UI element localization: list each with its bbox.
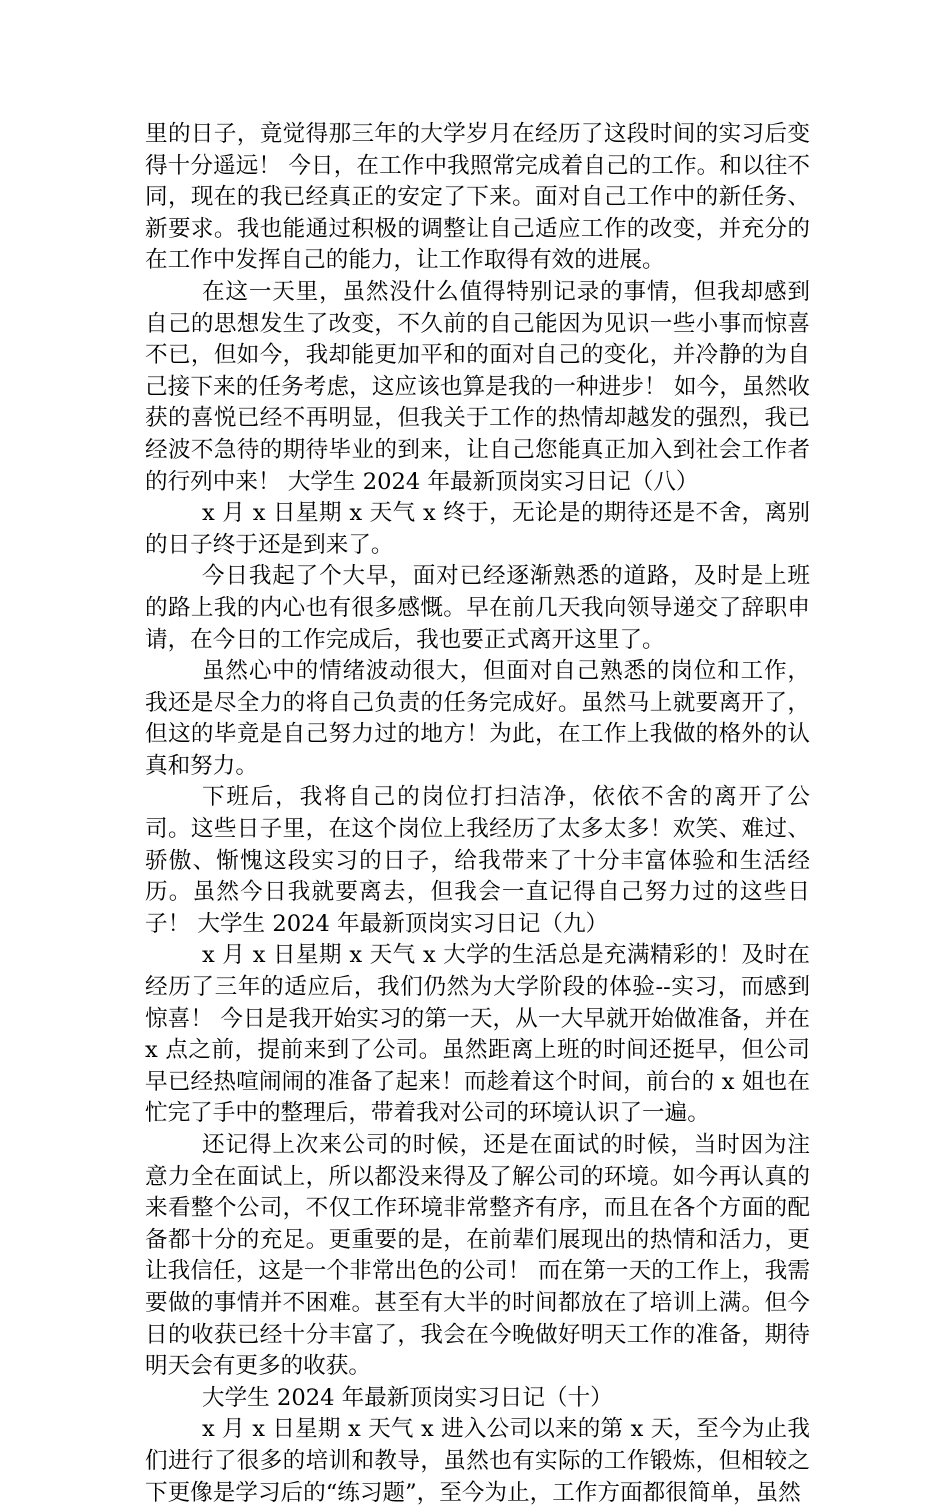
paragraph: x 月 x 日星期 x 天气 x 大学的生活总是充满精彩的！及时在经历了三年的适应后，我们仍然为大学阶段的体验--实习，而感到惊喜！ 今日是我开始实习的第一天，从一大早就开始做准备，并在 x 点之前，提前来到了公司。虽然距离上班的时间还挺早，但公司早已经热喧闹闹的准备了起来！而趁着这个时间，前台的 x 姐也在忙完了手中的整理后，带着我对公司的环境认识了一遍。 bbox=[145, 942, 810, 1127]
document-body bbox=[145, 119, 810, 1509]
paragraph: 今日我起了个大早，面对已经逐渐熟悉的道路，及时是上班的路上我的内心也有很多感慨。早在前几天我向领导递交了辞职申请，在今日的工作完成后，我也要正式离开这里了。 bbox=[145, 563, 810, 653]
paragraph: 还记得上次来公司的时候，还是在面试的时候，当时因为注意力全在面试上，所以都没来得及了解公司的环境。如今再认真的来看整个公司，不仅工作环境非常整齐有序，而且在各个方面的配备都十分的充足。更重要的是，在前辈们展现出的热情和活力，更让我信任，这是一个非常出色的公司！ 而在第一天的工作上，我需要做的事情并不困难。甚至有大半的时间都放在了培训上满。但今日的收获已经十分丰富了，我会在今晚做好明天工作的准备，期待明天会有更多的收获。 bbox=[145, 1132, 810, 1380]
paragraph: 在这一天里，虽然没什么值得特别记录的事情，但我却感到自己的思想发生了改变，不久前的自己能因为见识一些小事而惊喜不已，但如今，我却能更加平和的面对自己的变化，并冷静的为自己接下来的任务考虑，这应该也算是我的一种进步！ 如今，虽然收获的喜悦已经不再明显，但我关于工作的热情却越发的强烈，我已经波不急待的期待毕业的到来，让自己您能真正加入到社会工作者的行列中来！ 大学生 2024 年最新顶岗实习日记（八） bbox=[145, 278, 810, 495]
paragraph: x 月 x 日星期 x 天气 x 进入公司以来的第 x 天，至今为止我们进行了很多的培训和教导，虽然也有实际的工作锻炼，但相较之下更像是学习后的“练习题”，至今为止，工作方面都很简单，虽然 bbox=[145, 1416, 810, 1506]
paragraph: 下班后，我将自己的岗位打扫洁净，依依不舍的离开了公司。这些日子里，在这个岗位上我经历了太多太多！欢笑、难过、骄傲、惭愧这段实习的日子，给我带来了十分丰富体验和生活经历。虽然今日我就要离去，但我会一直记得自己努力过的这些日子！ 大学生 2024 年最新顶岗实习日记（九） bbox=[145, 784, 810, 937]
paragraph: 大学生 2024 年最新顶岗实习日记（十） bbox=[202, 1384, 613, 1411]
paragraph: 虽然心中的情绪波动很大，但面对自己熟悉的岗位和工作，我还是尽全力的将自己负责的任务完成好。虽然马上就要离开了，但这的毕竟是自己努力过的地方！为此，在工作上我做的格外的认真和努力。 bbox=[145, 658, 810, 779]
paragraph: x 月 x 日星期 x 天气 x 终于，无论是的期待还是不舍，离别的日子终于还是到来了。 bbox=[145, 500, 810, 558]
paragraph: 里的日子，竟觉得那三年的大学岁月在经历了这段时间的实习后变得十分遥远！ 今日，在工作中我照常完成着自己的工作。和以往不同，现在的我已经真正的安定了下来。面对自己工作中的新任务、新要求。我也能通过积极的调整让自己适应工作的改变，并充分的在工作中发挥自己的能力，让工作取得有效的进展。 bbox=[145, 121, 810, 274]
